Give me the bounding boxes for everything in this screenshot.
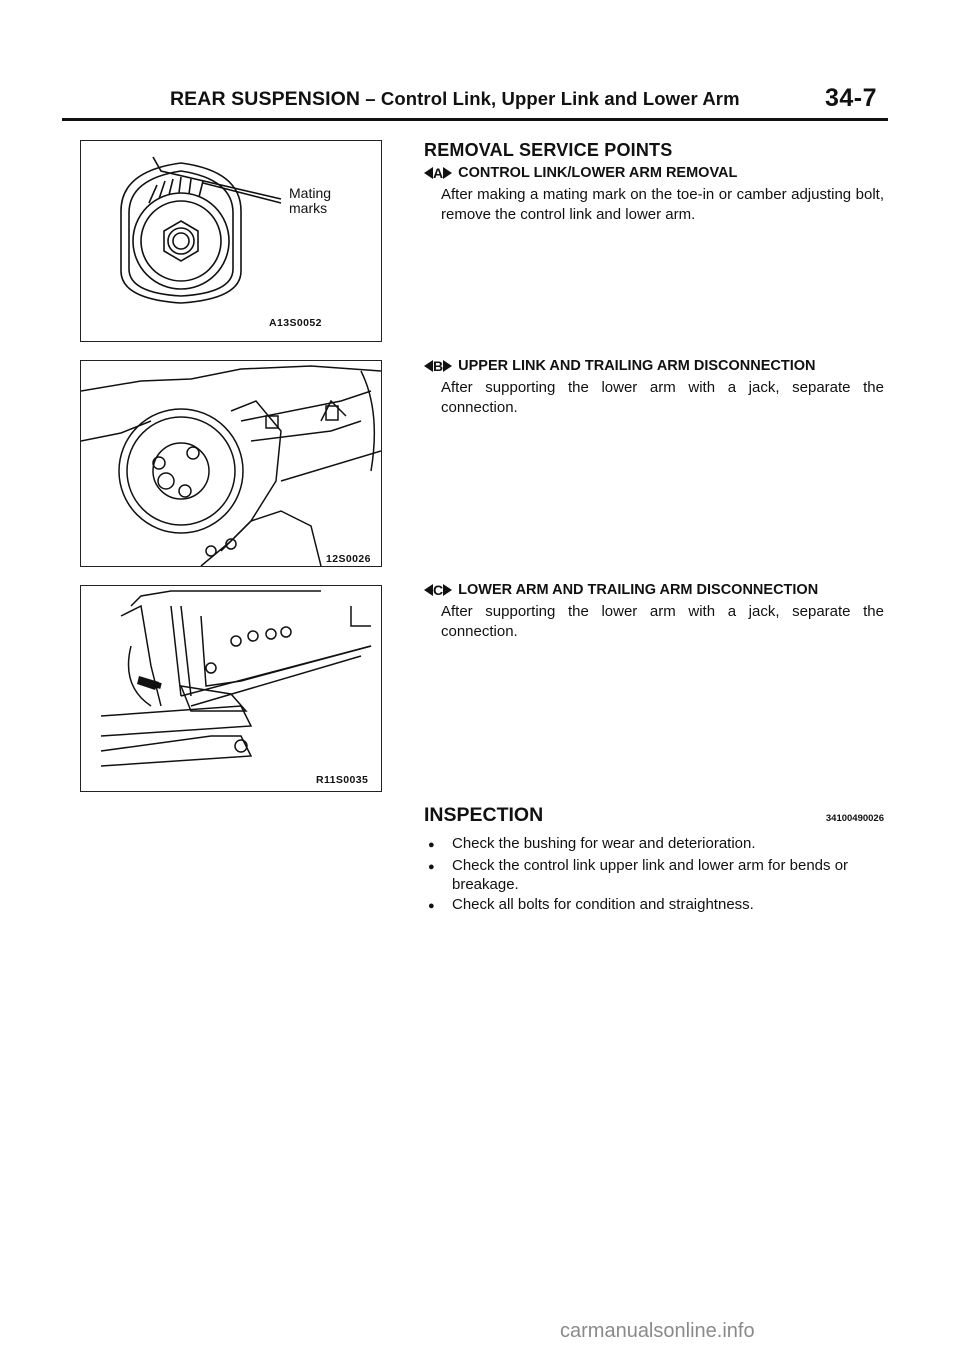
inspection-list — [428, 834, 884, 916]
removal-text: After making a mating mark on the toe-in or camber adjusting bolt, remove the control link and lower arm. — [441, 186, 884, 223]
figure-mating-marks — [80, 140, 382, 342]
list-item: ● Check all bolts for condition and straightness. — [428, 895, 884, 917]
removal-item-b — [424, 358, 884, 418]
page-header-title — [170, 88, 740, 111]
lower-arm-illustration — [81, 586, 381, 791]
service-marker-a: A — [424, 165, 452, 181]
inspection-code: 34100490026 — [825, 813, 884, 824]
bullet-icon: ● — [428, 899, 435, 912]
removal-heading: LOWER ARM AND TRAILING ARM DISCONNECTION — [458, 582, 819, 598]
removal-text: After supporting the lower arm with a jack, separate the connection. — [441, 379, 884, 416]
watermark: carmanualsonline.info — [560, 1320, 755, 1342]
removal-heading: CONTROL LINK/LOWER ARM REMOVAL — [458, 165, 738, 181]
bullet-icon: ● — [428, 860, 435, 873]
upper-link-illustration — [81, 361, 381, 566]
mating-marks-illustration — [81, 141, 381, 341]
bullet-icon: ● — [428, 839, 435, 851]
list-item: ● Check the bushing for wear and deterioration. — [428, 834, 884, 856]
removal-text: After supporting the lower arm with a jack, separate the connection. — [441, 603, 884, 640]
figure-lower-arm-disconnection — [80, 585, 382, 792]
inspection-header — [424, 804, 884, 827]
service-marker-b: B — [424, 358, 452, 374]
removal-item-a — [424, 165, 884, 225]
figure-upper-link-disconnection — [80, 360, 382, 567]
section-subtitle: – Control Link, Upper Link and Lower Arm — [360, 88, 740, 109]
page-number: 34-7 — [825, 84, 878, 112]
figure-code: R11S0035 — [316, 774, 369, 786]
inspection-title: INSPECTION — [424, 804, 544, 826]
figure-code: A13S0052 — [269, 317, 322, 329]
removal-heading: UPPER LINK AND TRAILING ARM DISCONNECTION — [458, 358, 816, 374]
header-rule — [62, 118, 888, 121]
removal-section-title: REMOVAL SERVICE POINTS — [424, 140, 673, 160]
removal-item-c — [424, 582, 884, 642]
figure-code: 12S0026 — [326, 553, 371, 565]
list-item: ● Check the control link upper link and lower arm for bends or breakage. — [428, 856, 849, 893]
section-title: REAR SUSPENSION — [170, 88, 361, 110]
service-marker-c: C — [424, 582, 452, 598]
figure-label: Mating marks — [289, 185, 332, 216]
